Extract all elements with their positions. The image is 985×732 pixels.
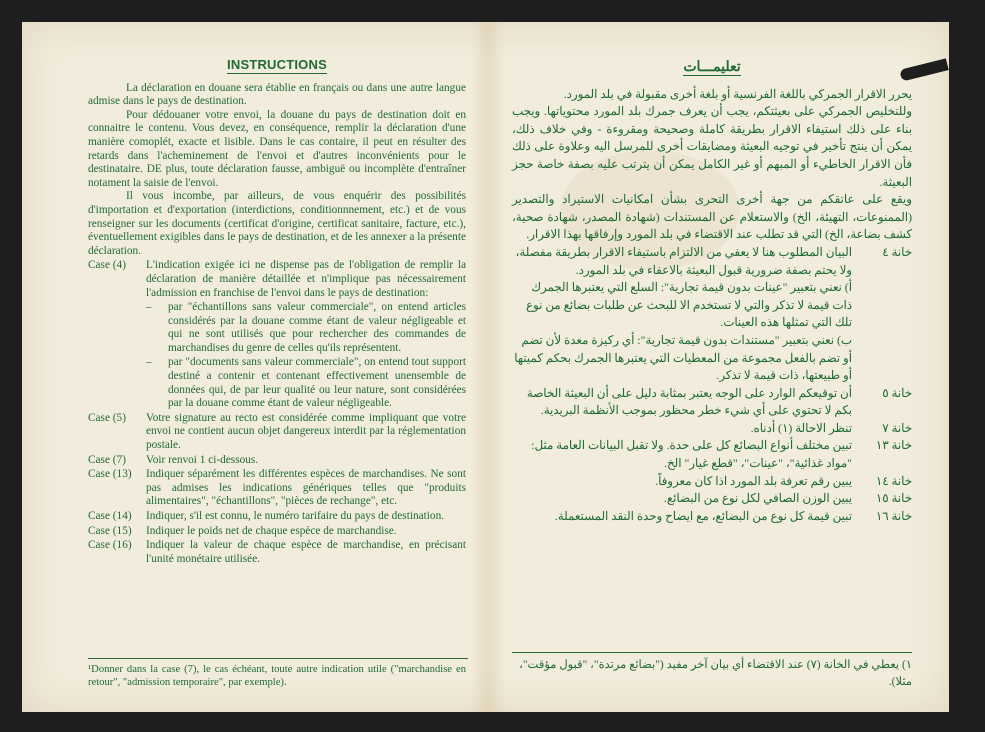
dash-bullet: – [146,356,152,369]
french-paragraph-2: Pour dédouaner votre envoi, la douane du pays de destination doit en connaitre le contenu. Vous devez, en conséquence, remplir la déclaration d'une manière comoplét, exacte et lisible. Dans le cas contaire, il peut en résulter des retards dans l'acheminement de l'envoi et d'autres inconvénients pour le destinataire. DE plus, toute déclaration fausse, ambiguë ou incomplète d'entraîner notament la saisie de l'envoi. [88,108,466,189]
arabic-item-4b: ب) نعني بتعبير "مستندات بدون قيمة تجارية": أي ركيزة معدة لأن تضم أو تضم بالفعل مجموعة من المعطيات التي يعتبرها الجمرك بحكم كميتها أو طبيعتها، ذات قيمة لا تذكر. [514,332,852,383]
item-text: تبين قيمة كل نوع من البضائع، مع ايضاح وحدة النقد المستعملة. [554,508,852,523]
case-text: L'indication exigée ici ne dispense pas de l'obligation de remplir la déclaration de manière détaillée et n'implique pas nécessairement l'admission en franchise de l'envoi dans le pays de destination: [146,259,466,299]
case-text: Voir renvoi 1 ci-dessous. [146,453,259,466]
center-fold [470,22,506,712]
item-label: خانة ٤ [882,244,912,259]
arabic-item-7 [512,420,912,438]
bullet-text: par "documents sans valeur commerciale", on entend tout support destiné a contenir et contenant effectivement unensemble de données qui, de par leur qualité ou leur nature, sont considérées par la douane comme étant de valeur négligeable. [168,356,466,410]
case-label: Case (7) [88,453,126,466]
case-16 [88,539,466,566]
case-label: Case (14) [88,510,132,522]
case-4-bullet-2 [88,356,466,410]
case-5 [88,412,466,453]
case-label: Case (5) [88,411,126,424]
case-14 [88,510,466,524]
case-label: Case (13) [88,468,132,481]
case-label: Case (15) [88,524,132,537]
case-text: Indiquer le poids net de chaque espèce de marchandise. [146,524,397,537]
case-13 [88,468,466,509]
case-4 [88,259,466,300]
item-label: خانة ١٤ [875,473,912,488]
french-paragraph-1: La déclaration en douane sera établie en français ou dans une autre langue admise dans le pays de destination. [88,81,466,108]
arabic-title: تعليمـــات [683,58,741,74]
case-label: Case (16) [88,539,132,552]
case-text: Votre signature au recto est considérée comme impliquant que votre envoi ne contient aucun objet dangereux interdit par la réglementation postale. [146,411,466,452]
arabic-footnote: ١) يعطي في الخانة (٧) عند الاقتضاء أي بيان آخر مفيد ("بضائع مرتدة"، "قبول مؤقت"، مثلا). [519,659,912,688]
footnote-divider-right [512,652,912,653]
case-15 [88,525,466,539]
item-text: تنظر الاحالة (١) أدناه. [750,420,852,435]
item-label: خانة ٧ [882,420,912,435]
arabic-item-4 [512,244,912,279]
case-text: Indiquer, s'il est connu, le numéro tarifaire du pays de destination. [146,510,445,522]
french-paragraph-3: Il vous incombe, par ailleurs, de vous enquérir des possibilités d'importation et d'exportation (interdictions, conditionnnement, etc.) et de vous renseigner sur les documents (certificat d'origine, certificat sanitaire, facture, etc.), éventuellement exigibles dans le pays de destination, et de les annexer a la présente déclaration. [88,190,466,257]
case-label: Case (4) [88,259,126,272]
arabic-item-14 [512,473,912,491]
case-4-bullet-1 [88,301,466,355]
french-title: INSTRUCTIONS [227,57,327,72]
arabic-item-13 [512,437,912,472]
french-instructions [88,58,466,566]
item-label: خانة ١٣ [875,438,912,453]
item-text: تبين مختلف أنواع البضائع كل على حدة. ولا تقبل البيانات العامة مثل: "مواد غذائية"، "عينات"، "قطع غيار" الخ. [531,438,852,471]
arabic-item-4a: أ) نعني بتعبير "عينات بدون قيمة تجارية": السلع التي يعتبرها الجمرك ذات قيمة لا تذكر والتي لا تستخدم الا للبحث عن طلبات بضائع من نوع تلك التي تمثلها هذه العينات. [525,280,852,330]
item-label: خانة ١٥ [875,491,912,506]
item-text: يبين الوزن الصافي لكل نوع من البضائع. [663,491,852,506]
item-text: يبين رقم تعرفة بلد المورد اذا كان معروفاً. [655,473,852,488]
case-text: Indiquer la valeur de chaque espèce de marchandise, en précisant l'unité monétaire utilisée. [146,539,466,565]
arabic-item-5 [512,385,912,420]
arabic-item-15 [512,490,912,508]
arabic-paragraph-1: يحرر الاقرار الجمركي باللغة الفرنسية أو بلغة أخرى مقبولة في بلد المورد. [563,86,912,101]
bullet-text: par "échantillons sans valeur commerciale", on entend articles considérés par la douane comme étant de valeur négligeable et qui ne sont utilisés que pour rechercher des commandes de marchandises du genre de celles qu'ils représentent. [168,301,466,354]
item-text: البيان المطلوب هنا لا يعفي من الالتزام باستيفاء الاقرار بطريقة مفصلة، ولا يحتم بصفة ضرورية قبول البعيثة بالاعفاء في بلد المورد. [515,244,852,277]
arabic-instructions [512,58,912,525]
case-7 [88,454,466,468]
french-footnote: ¹Donner dans la case (7), le cas échéant, toute autre indication utile ("marchandise en retour", "admission temporaire", par exemple). [88,664,466,688]
item-text: أن توقيعكم الوارد على الوجه يعتبر بمثابة دليل على أن البعيثة الخاصة بكم لا تحتوي على أي شيء خطر محظور بموجب الأنظمة البريدية. [526,385,852,418]
item-label: خانة ٥ [882,385,912,400]
footnote-divider-left [88,658,468,659]
item-label: خانة ١٦ [875,508,912,523]
case-text: Indiquer séparément les différentes espèces de marchandises. Ne sont pas admises les indications génériques telles que "produits alimentaires", "échantillons", "pièces de rechange", etc. [146,468,466,508]
arabic-paragraph-2: وللتخليص الجمركي على بعيثتكم، يجب أن يعرف جمرك بلد المورد محتوياتها. ويجب بناء على ذلك استيفاء الاقرار بطريقة كاملة وصحيحة ومقروءة - وفي خلاف ذلك، يمكن أن ينتج تأخير في توجيه البعيثة ومضايقات أخرى للمرسل اليه وعلاوة على ذلك فأن الاقرار الخاطيء أو المبهم أو غير الكامل يمكن أن يترتب عليه بصفة خاصة حجز البعيثة. [512,104,912,189]
arabic-paragraph-3: ويقع على عاتقكم من جهة أخرى التحرى بشأن امكانيات الاستيراد والتصدير (الممنوعات، التهيئة، الخ) والاستعلام عن المستندات (شهادة المصدر، شهادة صحية، كشف بضاعة، الخ) التي قد تطلب عند الاقتضاء في بلد المورد وإرفاقها بهذا الاقرار. [512,192,912,242]
arabic-item-16 [512,508,912,526]
dash-bullet: – [146,301,152,314]
